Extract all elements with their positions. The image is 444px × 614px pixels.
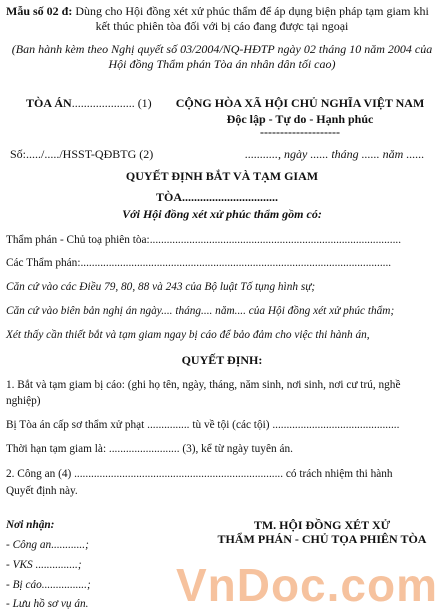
recipient-item: - Công an............;: [6, 539, 89, 551]
item-1-line-d: Thời hạn tạm giam là: ......................... (3), kể từ ngày tuyên án.: [6, 443, 293, 455]
legal-basis-3: Xét thấy cần thiết bắt và tạm giam ngay bị cáo để bảo đảm cho việc thi hành án,: [6, 329, 370, 341]
nation-rule: --------------------: [260, 125, 340, 139]
judges-line: Các Thẩm phán:..............................................................................................................: [6, 257, 392, 269]
presiding-judge-line: Thẩm phán - Chủ toạ phiên tòa:.........................................................................................: [6, 234, 402, 246]
nation-title: CỘNG HÒA XÃ HỘI CHỦ NGHĨA VIỆT NAM: [175, 96, 425, 110]
decision-title: QUYẾT ĐỊNH BẮT VÀ TẠM GIAM: [125, 169, 319, 183]
recipient-item: - Lưu hồ sơ vụ án.: [6, 598, 89, 610]
decision-number: Số:...../...../HSST-QĐBTG (2): [10, 147, 154, 161]
date-line: ..........., ngày ...... tháng ...... năm ......: [245, 147, 425, 161]
court-name: [26, 96, 152, 111]
form-label: Mẫu số 02 đ:: [6, 4, 73, 18]
item-2-line-b: Quyết định này.: [6, 485, 78, 497]
item-1-line-c: Bị Tòa án cấp sơ thẩm xử phạt ............... tù về tội (các tội) .............................................: [6, 419, 400, 431]
nation-motto: Độc lập - Tự do - Hạnh phúc: [226, 112, 374, 126]
legal-basis-2: Căn cứ vào biên bản nghị án ngày.... tháng.... năm.... của Hội đồng xét xử phúc thẩm;: [6, 305, 395, 317]
item-1-line-b: nghiệp): [6, 395, 41, 407]
panel-intro: Với Hội đồng xét xử phúc thẩm gồm có:: [122, 207, 322, 221]
item-1-line-a: 1. Bắt và tạm giam bị cáo: (ghi họ tên, ngày, tháng, năm sinh, nơi sinh, nơi cư trú, nghề: [6, 379, 401, 391]
item-2-line-a: 2. Công an (4) .......................................................................... có trách nhiệm thi hành: [6, 468, 393, 480]
form-description: Dùng cho Hội đồng xét xử phúc thẩm để áp dụng biện pháp tạm giam khi: [72, 4, 429, 18]
issued-note-line-1: (Ban hành kèm theo Nghị quyết số 03/2004/NQ-HĐTP ngày 02 tháng 10 năm 2004 của: [11, 42, 433, 56]
court-blank: ..................... (1): [71, 96, 152, 110]
issued-note-line-2: Hội đồng Thẩm phán Tòa án nhân dân tối cao): [108, 57, 336, 71]
recipient-item: - VKS ...............;: [6, 559, 82, 571]
watermark-logo: VnDoc.com: [175, 559, 438, 611]
court-label: TÒA ÁN: [26, 96, 72, 110]
form-description-line-1: [6, 4, 429, 19]
recipient-item: - Bị cáo................;: [6, 579, 91, 591]
recipients-title: Nơi nhận:: [6, 519, 55, 531]
legal-basis-1: Căn cứ vào các Điều 79, 80, 88 và 243 của Bộ luật Tố tụng hình sự;: [6, 281, 316, 293]
decision-heading: QUYẾT ĐỊNH:: [181, 353, 263, 367]
signature-line-1: TM. HỘI ĐỒNG XÉT XỬ: [253, 518, 391, 532]
signature-line-2: THẨM PHÁN - CHỦ TỌA PHIÊN TÒA: [217, 532, 427, 546]
form-description-line-2: kết thúc phiên tòa đối với bị cáo đang được tại ngoại: [95, 19, 349, 33]
decision-court-line: TÒA................................: [156, 190, 279, 204]
